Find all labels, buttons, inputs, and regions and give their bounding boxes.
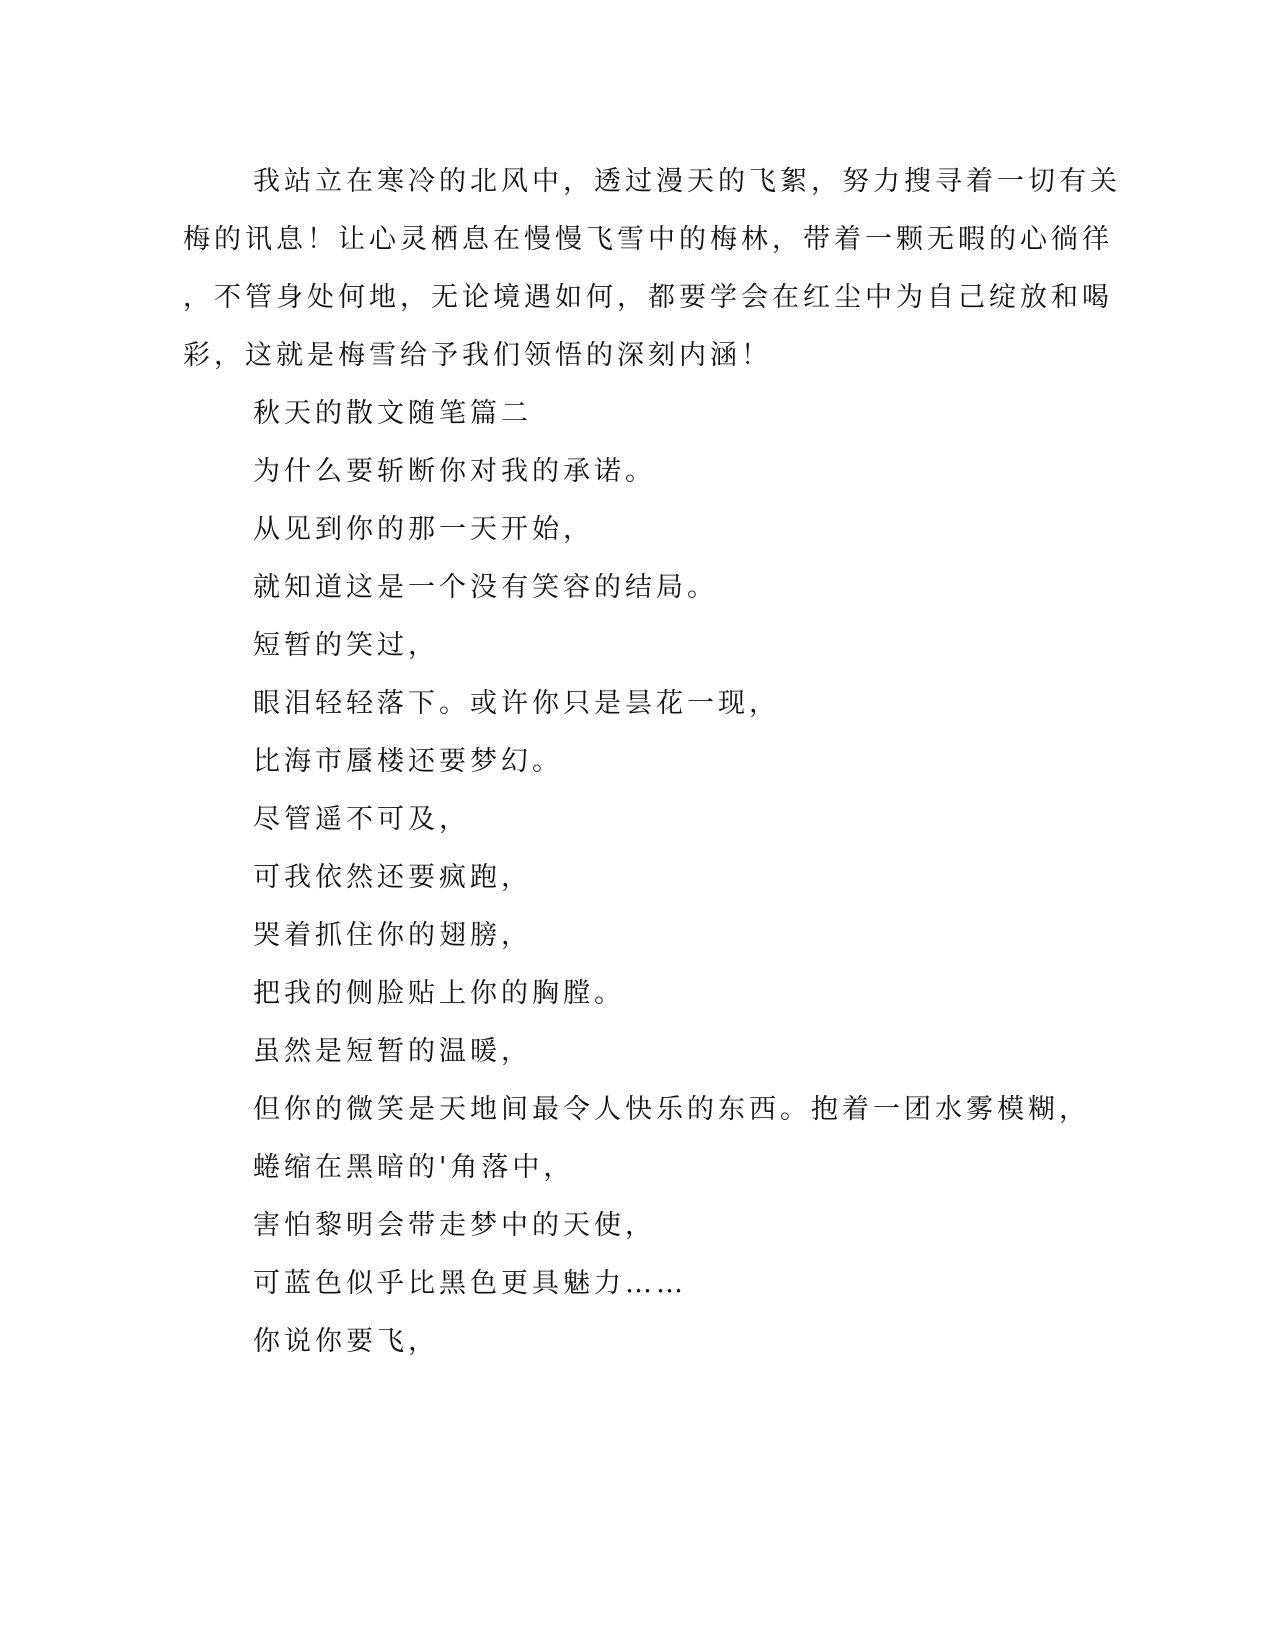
poem-line: 眼泪轻轻落下。或许你只是昙花一现， bbox=[253, 688, 780, 719]
poem-line: 短暂的笑过， bbox=[253, 630, 439, 661]
paragraph-line: 梅的讯息！让心灵栖息在慢慢飞雪中的梅林，带着一颗无暇的心徜徉 bbox=[183, 224, 1113, 255]
poem-line: 尽管遥不可及， bbox=[253, 804, 470, 835]
poem-line: 可蓝色似乎比黑色更具魅力…… bbox=[253, 1268, 687, 1299]
poem-line: 虽然是短暂的温暖， bbox=[253, 1036, 532, 1067]
poem-line: 可我依然还要疯跑， bbox=[253, 862, 532, 893]
poem-line: 害怕黎明会带走梦中的天使， bbox=[253, 1210, 656, 1241]
poem-line: 哭着抓住你的翅膀， bbox=[253, 920, 532, 951]
paragraph-line: 我站立在寒冷的北风中，透过漫天的飞絮，努力搜寻着一切有关 bbox=[253, 166, 1121, 197]
poem-line: 比海市蜃楼还要梦幻。 bbox=[253, 746, 563, 777]
paragraph-line: ，不管身处何地，无论境遇如何，都要学会在红尘中为自己绽放和喝 bbox=[183, 282, 1113, 313]
poem-line: 为什么要斩断你对我的承诺。 bbox=[253, 456, 656, 487]
paragraph-line: 彩，这就是梅雪给予我们领悟的深刻内涵！ bbox=[183, 340, 772, 371]
poem-line: 蜷缩在黑暗的'角落中， bbox=[253, 1152, 575, 1183]
poem-line: 你说你要飞， bbox=[253, 1326, 439, 1357]
poem-line: 但你的微笑是天地间最令人快乐的东西。抱着一团水雾模糊， bbox=[253, 1094, 1090, 1125]
poem-line: 就知道这是一个没有笑容的结局。 bbox=[253, 572, 718, 603]
poem-line: 从见到你的那一天开始， bbox=[253, 514, 594, 545]
section-title: 秋天的散文随笔篇二 bbox=[253, 398, 532, 429]
poem-line: 把我的侧脸贴上你的胸膛。 bbox=[253, 978, 625, 1009]
